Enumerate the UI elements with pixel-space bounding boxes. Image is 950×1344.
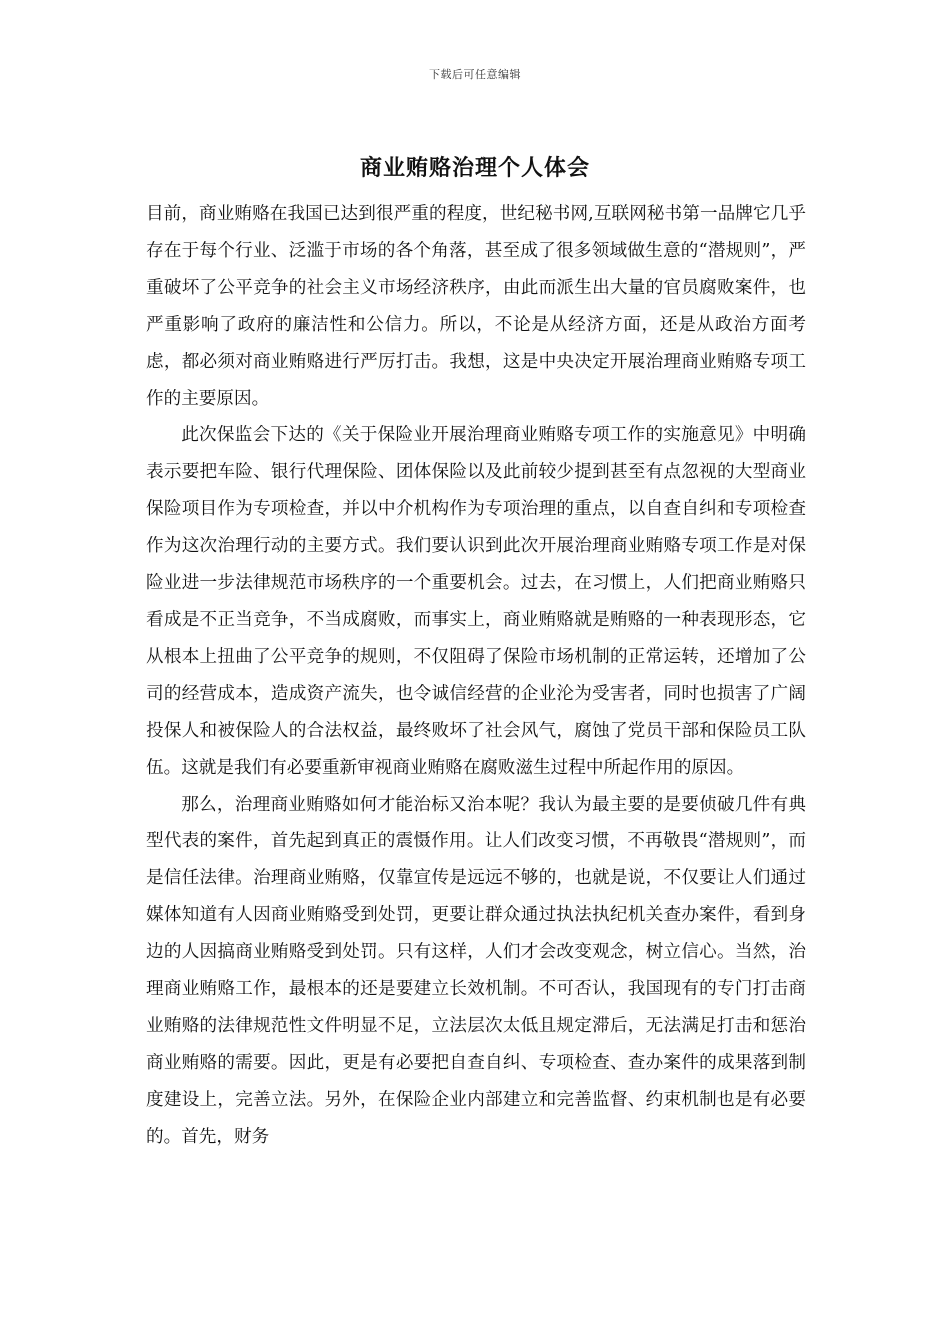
- paragraph: 目前，商业贿赂在我国已达到很严重的程度，世纪秘书网,互联网秘书第一品牌它几乎存在于每个行业、泛滥于市场的各个角落，甚至成了很多领域做生意的“潜规则”，严重破坏了公平竞争的社会主义市场经济秩序，由此而派生出大量的官员腐败案件，也严重影响了政府的廉洁性和公信力。所以，不论是从经济方面，还是从政治方面考虑，都必须对商业贿赂进行严厉打击。我想，这是中央决定开展治理商业贿赂专项工作的主要原因。: [146, 204, 806, 409]
- document-body: [146, 196, 806, 1156]
- header-note: 下载后可任意编辑: [429, 68, 521, 81]
- paragraph: 那么，治理商业贿赂如何才能治标又治本呢？我认为最主要的是要侦破几件有典型代表的案件，首先起到真正的震慑作用。让人们改变习惯，不再敬畏“潜规则”，而是信任法律。治理商业贿赂，仅靠宣传是远远不够的，也就是说，不仅要让人们通过媒体知道有人因商业贿赂受到处罚，更要让群众通过执法执纪机关查办案件，看到身边的人因搞商业贿赂受到处罚。只有这样，人们才会改变观念，树立信心。当然，治理商业贿赂工作，最根本的还是要建立长效机制。不可否认，我国现有的专门打击商业贿赂的法律规范性文件明显不足，立法层次太低且规定滞后，无法满足打击和惩治商业贿赂的需要。因此，更是有必要把自查自纠、专项检查、查办案件的成果落到制度建设上，完善立法。另外，在保险企业内部建立和完善监督、约束机制也是有必要的。首先，财务: [146, 794, 806, 1147]
- paragraph: 此次保监会下达的《关于保险业开展治理商业贿赂专项工作的实施意见》中明确表示要把车险、银行代理保险、团体保险以及此前较少提到甚至有点忽视的大型商业保险项目作为专项检查，并以中介机构作为专项治理的重点，以自查自纠和专项检查作为这次治理行动的主要方式。我们要认识到此次开展治理商业贿赂专项工作是对保险业进一步法律规范市场秩序的一个重要机会。过去，在习惯上，人们把商业贿赂只看成是不正当竞争，不当成腐败，而事实上，商业贿赂就是贿赂的一种表现形态，它从根本上扭曲了公平竞争的规则，不仅阻碍了保险市场机制的正常运转，还增加了公司的经营成本，造成资产流失，也令诚信经营的企业沦为受害者，同时也损害了广阔投保人和被保险人的合法权益，最终败坏了社会风气，腐蚀了党员干部和保险员工队伍。这就是我们有必要重新审视商业贿赂在腐败滋生过程中所起作用的原因。: [146, 425, 806, 778]
- document-title: 商业贿赂治理个人体会: [359, 155, 590, 181]
